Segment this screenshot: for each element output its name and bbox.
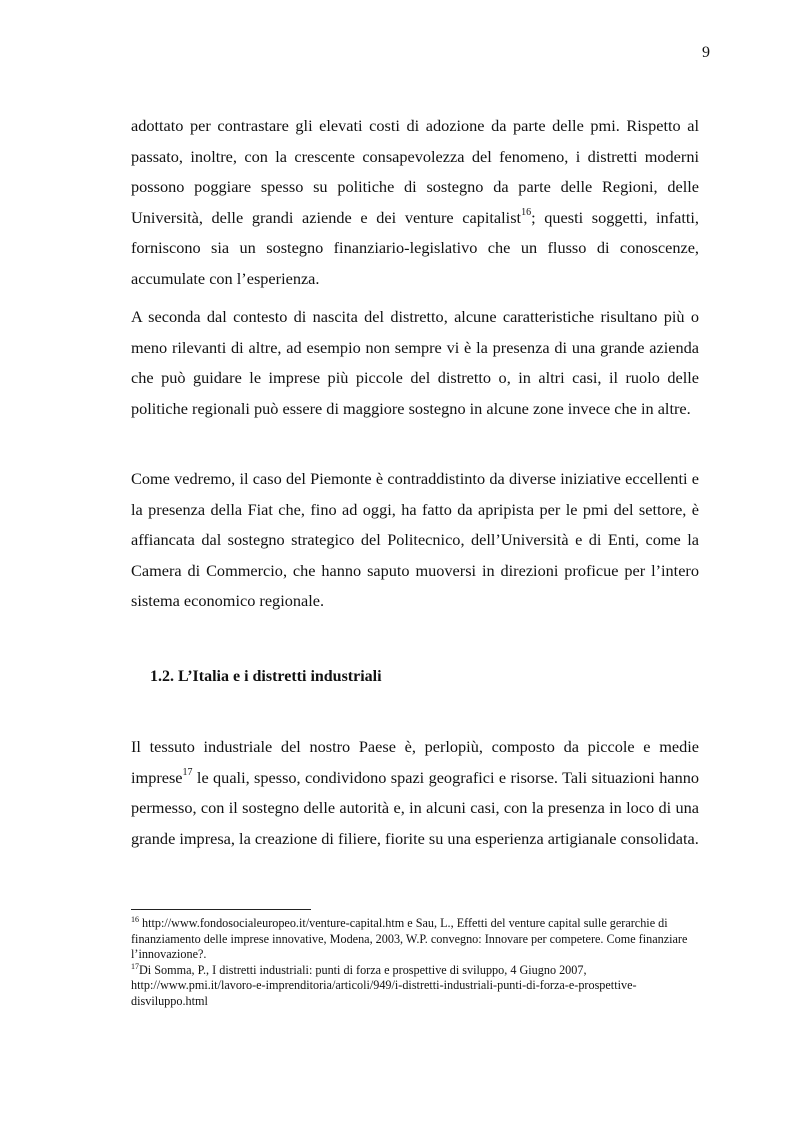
section-heading: 1.2. L’Italia e i distretti industriali xyxy=(150,668,382,685)
body-paragraph-2: A seconda dal contesto di nascita del distretto, alcune caratteristiche risultano più o meno rilevanti di altre, ad esempio non sempre vi è la presenza di una grande azienda che può guidare le imprese più piccole del distretto o, in altri casi, il ruolo delle politiche regionali può essere di maggiore sostegno in alcune zone invece che in altre. xyxy=(131,307,699,418)
page-number: 9 xyxy=(702,44,710,61)
body-paragraph-4 xyxy=(131,732,699,854)
footnote-16 xyxy=(131,916,701,963)
body-paragraph-3: Come vedremo, il caso del Piemonte è contraddistinto da diverse iniziative eccellenti e la presenza della Fiat che, fino ad oggi, ha fatto da apripista per le pmi del settore, è affiancata dal sostegno strategico del Politecnico, dell’Università e di Enti, come la Camera di Commercio, che hanno saputo muoversi in direzioni proficue per l’intero sistema economico regionale. xyxy=(131,469,699,610)
footnote-ref-17[interactable]: 17 xyxy=(182,767,193,779)
paragraph-text: le quali, spesso, condividono spazi geografici e risorse. Tali situazioni hanno permesso, con il sostegno delle autorità e, in alcuni casi, con la presenza in loco di una grande impresa, la creazione di filiere, fiorite su una esperienza artigianale consolidata. xyxy=(131,767,699,848)
paragraph-text: ; questi soggetti, infatti, forniscono sia un sostegno finanziario-legislativo che un flusso di conoscenze, accumulate con l’esperienza. xyxy=(131,207,699,288)
footnote-text: http://www.fondosocialeuropeo.it/venture-capital.htm e Sau, L., Effetti del venture capital sulle gerarchie di finanziamento delle imprese innovative, Modena, 2003, W.P. convegno: Innovare per competere. Come finanziare l’innovazione?. xyxy=(131,916,688,961)
footnote-mark: 16 xyxy=(131,914,139,924)
body-paragraph-1 xyxy=(131,111,699,294)
footnote-text: Di Somma, P., I distretti industriali: punti di forza e prospettive di sviluppo, 4 Giugno 2007, http://www.pmi.it/lavoro-e-imprenditoria/articoli/949/i-distretti-industriali-punti-di-forza-e-prospettive-disviluppo.html xyxy=(131,962,637,1008)
footnote-separator xyxy=(131,909,311,910)
footnotes xyxy=(131,916,701,1009)
footnote-mark: 17 xyxy=(131,961,139,971)
footnote-17 xyxy=(131,963,701,1010)
footnote-ref-16[interactable]: 16 xyxy=(521,207,532,219)
paragraph-text: adottato per contrastare gli elevati costi di adozione da parte delle pmi. Rispetto al passato, inoltre, con la crescente consapevolezza del fenomeno, i distretti moderni possono poggiare spesso su politiche di sostegno da parte delle Regioni, delle Università, delle grandi aziende e dei venture capitalist xyxy=(131,116,699,227)
paragraph-text: Il tessuto industriale del nostro Paese è, perlopiù, composto da piccole e medie imprese xyxy=(131,737,699,787)
